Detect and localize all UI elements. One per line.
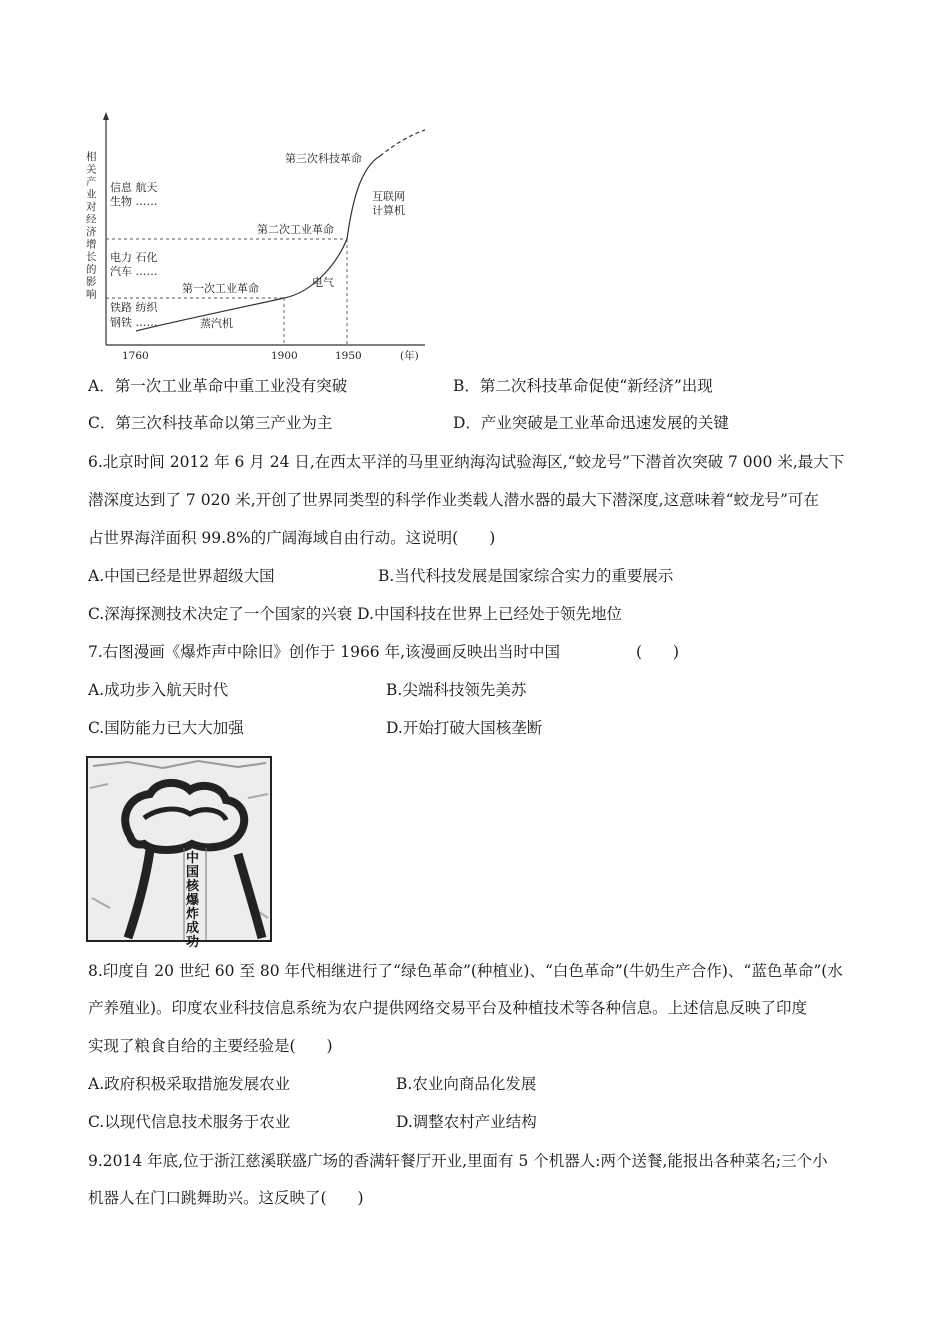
cartoon-caption: 中国核爆炸成功 xyxy=(186,851,200,950)
q7-answer-paren: ( ) xyxy=(636,643,680,661)
q5-option-d: D．产业突破是工业革命迅速发展的关键 xyxy=(453,414,729,432)
stage-1-industries-line2: 钢铁 …… xyxy=(110,316,158,329)
q7-option-d: D.开始打破大国核垄断 xyxy=(386,719,543,737)
stage-3-tech-line2: 计算机 xyxy=(372,204,405,217)
q9-stem-line-1: 9.2014 年底,位于浙江慈溪联盛广场的香满轩餐厅开业,里面有 5 个机器人:两个送餐,能报出各种菜名;三个小 xyxy=(88,1152,828,1170)
stage-3-label: 第三次科技革命 xyxy=(285,152,362,165)
stage-3-tech-line1: 互联网 xyxy=(372,190,405,203)
stage-2-label: 第二次工业革命 xyxy=(257,223,334,236)
q8-stem-line-3: 实现了粮食自给的主要经验是( ) xyxy=(88,1037,333,1055)
q6-option-a: A.中国已经是世界超级大国 xyxy=(88,567,275,585)
stage-3-industries-line2: 生物 …… xyxy=(110,195,158,208)
y-axis-label: 相关产业对经济增长的影响 xyxy=(86,151,97,301)
stage-2-industries-line2: 汽车 …… xyxy=(110,265,158,278)
industrial-revolution-chart xyxy=(80,108,440,368)
x-tick-1900: 1900 xyxy=(271,350,298,362)
stage-1-tech: 蒸汽机 xyxy=(200,317,233,330)
q8-option-c: C.以现代信息技术服务于农业 xyxy=(88,1113,291,1131)
q8-stem-line-2: 产养殖业)。印度农业科技信息系统为农户提供网络交易平台及种植技术等各种信息。上述信息反映了印度 xyxy=(88,999,808,1017)
x-tick-1760: 1760 xyxy=(122,350,149,362)
stage-2-tech: 电气 xyxy=(312,276,334,289)
q5-option-a: A．第一次工业革命中重工业没有突破 xyxy=(88,377,348,395)
q6-stem-line-3: 占世界海洋面积 99.8%的广阔海域自由行动。这说明( ) xyxy=(88,529,496,547)
stage-3-industries-line1: 信息 航天 xyxy=(110,181,158,194)
q7-option-c: C.国防能力已大大加强 xyxy=(88,719,244,737)
q5-option-c: C．第三次科技革命以第三产业为主 xyxy=(88,414,333,432)
q6-stem-line-2: 潜深度达到了 7 020 米,开创了世界同类型的科学作业类载人潜水器的最大下潜深度,这意味着“蛟龙号”可在 xyxy=(88,491,819,509)
mushroom-cloud-illustration xyxy=(88,758,270,940)
q8-option-a: A.政府积极采取措施发展农业 xyxy=(88,1075,291,1093)
q7-stem: 7.右图漫画《爆炸声中除旧》创作于 1966 年,该漫画反映出当时中国 xyxy=(88,643,561,661)
q9-stem-line-2: 机器人在门口跳舞助兴。这反映了( ) xyxy=(88,1189,364,1207)
q8-stem-line-1: 8.印度自 20 世纪 60 至 80 年代相继进行了“绿色革命”(种植业)、“白色革命”(牛奶生产合作)、“蓝色革命”(水 xyxy=(88,962,843,980)
x-axis-unit: (年) xyxy=(400,350,419,362)
stage-2-industries-line1: 电力 石化 xyxy=(110,251,158,264)
q8-option-b: B.农业向商品化发展 xyxy=(396,1075,537,1093)
q7-option-b: B.尖端科技领先美苏 xyxy=(386,681,527,699)
q6-option-b: B.当代科技发展是国家综合实力的重要展示 xyxy=(378,567,674,585)
q6-stem-line-1: 6.北京时间 2012 年 6 月 24 日,在西太平洋的马里亚纳海沟试验海区,“蛟龙号”下潜首次突破 7 000 米,最大下 xyxy=(88,453,845,471)
stage-1-industries-line1: 铁路 纺织 xyxy=(110,301,158,314)
nuclear-explosion-cartoon xyxy=(86,756,272,950)
q5-option-b: B．第二次科技革命促使“新经济”出现 xyxy=(453,377,713,395)
x-tick-1950: 1950 xyxy=(335,350,362,362)
q6-option-cd: C.深海探测技术决定了一个国家的兴衰 D.中国科技在世界上已经处于领先地位 xyxy=(88,605,622,623)
stage-1-label: 第一次工业革命 xyxy=(182,282,259,295)
growth-curve xyxy=(136,156,380,331)
q7-option-a: A.成功步入航天时代 xyxy=(88,681,229,699)
growth-curve-extension xyxy=(380,130,425,156)
q8-option-d: D.调整农村产业结构 xyxy=(396,1113,537,1131)
